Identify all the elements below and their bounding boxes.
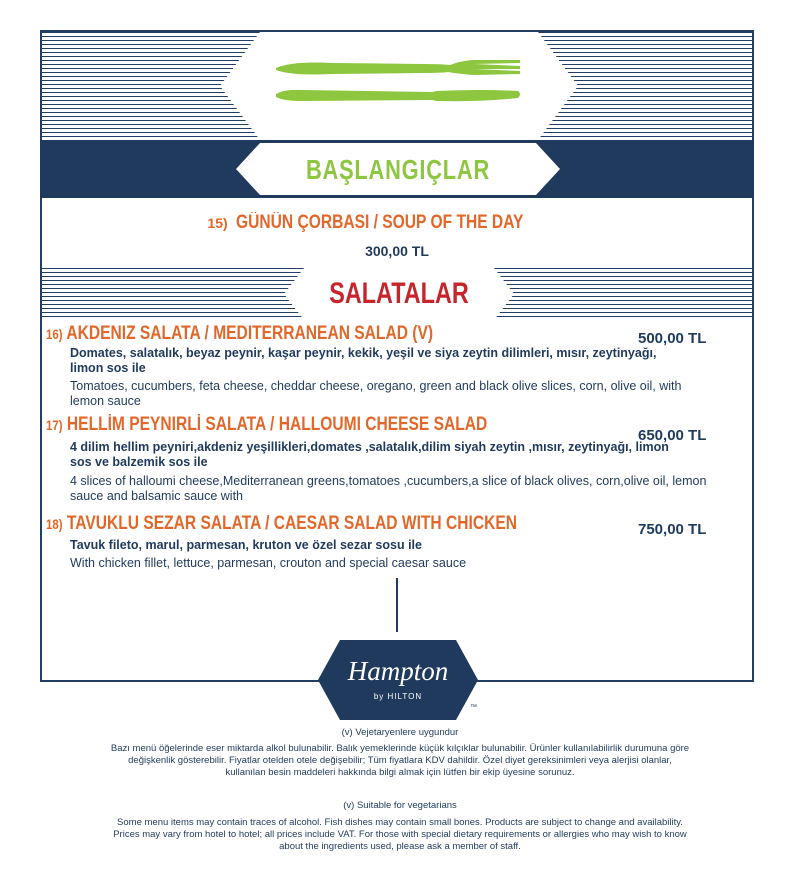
item-desc-en: 4 slices of halloumi cheese,Mediterranean greens,tomatoes ,cucumbers,a slice of black olives, corn,olive oil, lemon sauce and balsamic sauce with (70, 474, 707, 503)
footer-veg-tr: (v) Vejetaryenlere uygundur (341, 727, 459, 738)
fork-icon (272, 58, 524, 82)
item-name: TAVUKLU SEZAR SALATA / CAESAR SALAD WITH CHICKEN (66, 513, 518, 534)
item-price: 500,00 TL (638, 330, 707, 347)
salad-title (46, 414, 487, 436)
item-desc-tr: 4 dilim hellim peyniri,akdeniz yeşillikleri,domates ,salatalık,dilim siyah zeytin ,mısır, zeytinyağı, limon sos ve balzemik sos ile (70, 440, 669, 469)
footer-veg-en: (v) Suitable for vegetarians (343, 800, 457, 811)
item-desc-en: Tomatoes, cucumbers, feta cheese, cheddar cheese, oregano, green and black olive slices, corn, olive oil, with lemon sauce (70, 379, 682, 408)
salads-heading: SALATALAR (329, 277, 469, 310)
starter-item (42, 212, 752, 234)
hampton-logo-sub: by HILTON (373, 692, 423, 701)
salad-title (46, 513, 517, 535)
hampton-logo-text: Hampton (347, 656, 449, 686)
item-number: 18) (46, 516, 63, 532)
item-desc-tr: Domates, salatalık, beyaz peynir, kaşar peynir, kekik, yeşil ve siya zeytin dilimleri, mısır, zeytinyağı, limon sos ile (70, 346, 657, 375)
item-desc-tr: Tavuk fileto, marul, parmesan, kruton ve özel sezar sosu ile (70, 538, 422, 552)
footer-notice-tr: Bazı menü öğelerinde eser miktarda alkol bulunabilir. Balık yemeklerinde küçük kılçıklar bulunabilir. Ürünler kullanılabilirlik durumuna göre değişkenlik gösterebilir. Fiyatlar otelden otele değişebilir; Tüm fiyatlara KDV dahildir. Özel diyet gereksinimleri veya alerjisi olanlar, kullanılan besin maddeleri hakkında bilgi almak için lütfen bir ekip üyesine sorunuz. (110, 743, 690, 778)
hampton-tm: ™ (470, 704, 477, 711)
footer-notice-en: Some menu items may contain traces of alcohol. Fish dishes may contain small bones. Products are subject to change and availability. Prices may vary from hotel to hotel; all prices include VAT. For those with special dietary requirements or allergies who may wish to know about the ingredients used, please ask a member of staff. (113, 817, 687, 852)
knife-icon (272, 86, 524, 106)
item-number: 15) (207, 215, 228, 231)
starters-heading: BAŞLANGIÇLAR (305, 154, 491, 185)
item-number: 17) (46, 417, 63, 433)
item-number: 16) (46, 326, 63, 342)
item-price: 750,00 TL (638, 521, 707, 538)
starter-price: 300,00 TL (365, 243, 429, 259)
item-desc-en: With chicken fillet, lettuce, parmesan, crouton and special caesar sauce (70, 556, 467, 570)
divider-line (396, 578, 398, 632)
item-name: AKDENIZ SALATA / MEDITERRANEAN SALAD (V) (66, 323, 434, 344)
item-price: 650,00 TL (638, 427, 707, 444)
item-name: HELLİM PEYNIRLİ SALATA / HALLOUMI CHEESE SALAD (66, 414, 488, 435)
salad-title (46, 323, 433, 345)
item-name: GÜNÜN ÇORBASI / SOUP OF THE DAY (236, 212, 524, 233)
